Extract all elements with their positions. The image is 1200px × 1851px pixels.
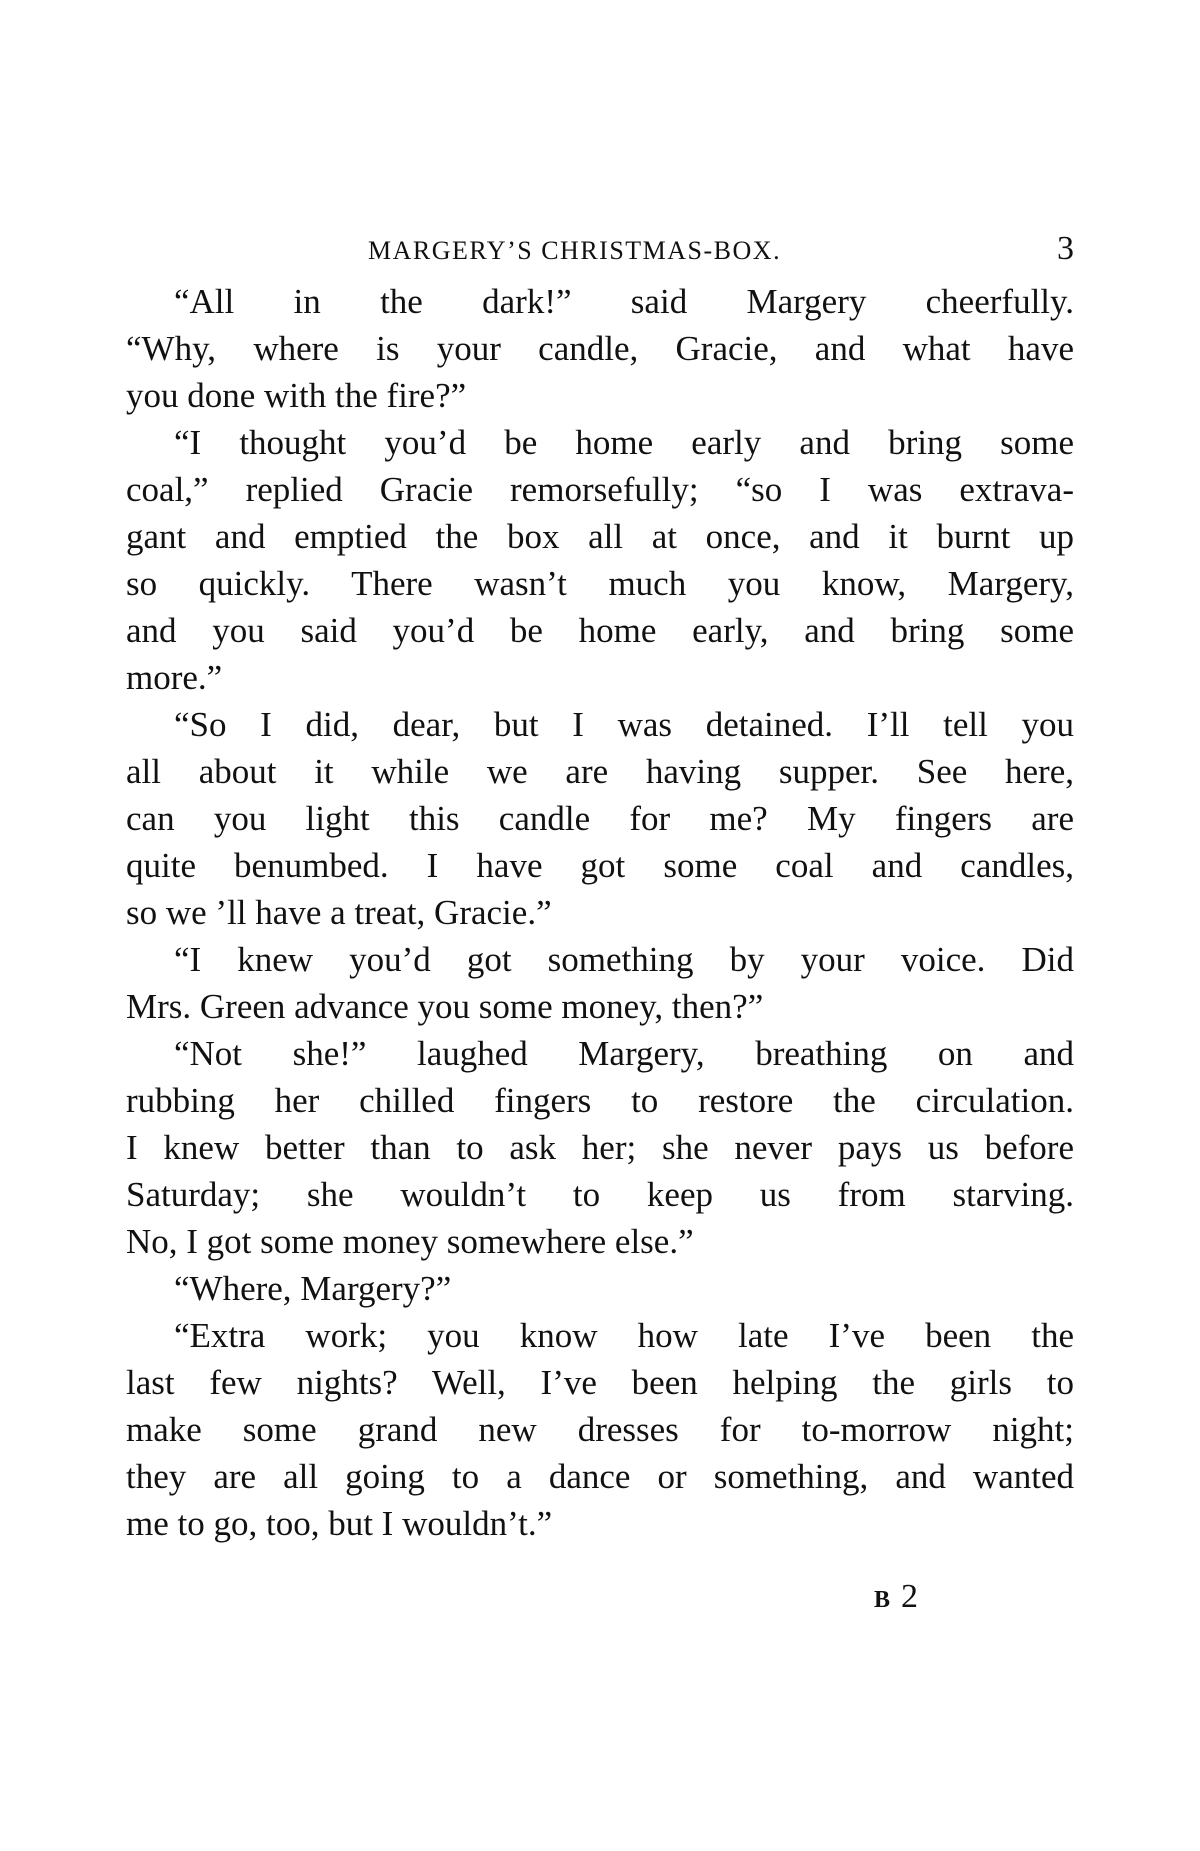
text-line: “Where, Margery?” — [174, 1269, 452, 1308]
text-line: more.” — [126, 658, 223, 697]
text-line: “Not she!” laughed Margery, breathing on and — [174, 1034, 1074, 1073]
running-title: MARGERY’S CHRISTMAS-BOX. — [368, 236, 782, 265]
text-line: “I knew you’d got something by your voice. Did — [174, 940, 1074, 979]
text-line: Mrs. Green advance you some money, then?” — [126, 987, 764, 1026]
page-number: 3 — [1057, 230, 1074, 267]
signature-letter: B — [874, 1587, 892, 1613]
text-line: quite benumbed. I have got some coal and candles, — [126, 846, 1074, 885]
text-line: No, I got some money somewhere else.” — [126, 1222, 694, 1261]
text-line: me to go, too, but I wouldn’t.” — [126, 1504, 553, 1543]
text-line: so quickly. There wasn’t much you know, Margery, — [126, 564, 1074, 603]
text-line: so we ’ll have a treat, Gracie.” — [126, 893, 552, 932]
text-line: can you light this candle for me? My fingers are — [126, 799, 1074, 838]
signature-mark — [874, 1578, 918, 1616]
text-line: Saturday; she wouldn’t to keep us from starving. — [126, 1175, 1074, 1214]
signature-number: 2 — [901, 1578, 919, 1615]
text-line: rubbing her chilled fingers to restore the circulation. — [126, 1081, 1074, 1120]
text-line: last few nights? Well, I’ve been helping the girls to — [126, 1363, 1074, 1402]
text-line: “So I did, dear, but I was detained. I’ll tell you — [174, 705, 1074, 744]
text-line: make some grand new dresses for to-morrow night; — [126, 1410, 1074, 1449]
text-line: they are all going to a dance or something, and wanted — [126, 1457, 1074, 1496]
running-head — [126, 230, 1074, 270]
body-text — [126, 278, 1074, 1547]
text-line: coal,” replied Gracie remorsefully; “so I was extrava- — [126, 470, 1074, 509]
text-line: and you said you’d be home early, and bring some — [126, 611, 1074, 650]
text-line: I knew better than to ask her; she never pays us before — [126, 1128, 1074, 1167]
text-line: “I thought you’d be home early and bring some — [174, 423, 1074, 462]
text-line: all about it while we are having supper. See here, — [126, 752, 1074, 791]
text-line: gant and emptied the box all at once, and it burnt up — [126, 517, 1074, 556]
text-line: “All in the dark!” said Margery cheerfully. — [174, 282, 1074, 321]
text-line: “Why, where is your candle, Gracie, and what have — [126, 329, 1074, 368]
text-line: you done with the fire?” — [126, 376, 467, 415]
text-line: “Extra work; you know how late I’ve been the — [174, 1316, 1074, 1355]
